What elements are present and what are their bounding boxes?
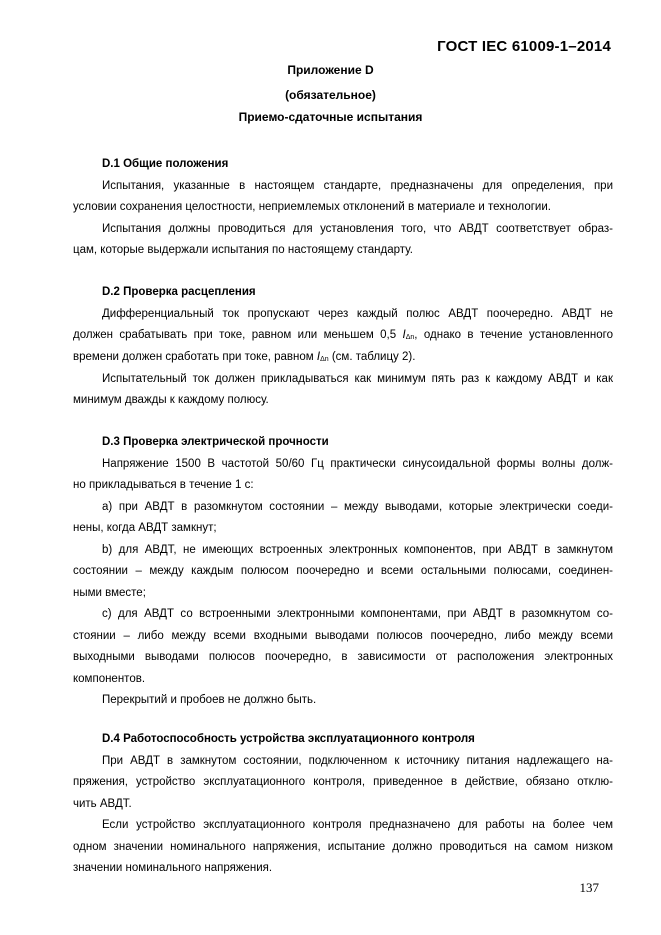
paragraph-line: компонентов. (73, 673, 146, 685)
section-heading-d3: D.3 Проверка электрической прочности (102, 436, 329, 448)
text-fragment: должен срабатывать при токе, равном или меньшем 0,5 (73, 329, 403, 341)
paragraph-line: Испытательный ток должен прикладываться как минимум пять раз к каждому АВДТ и как (102, 373, 613, 385)
section-heading-d2: D.2 Проверка расцепления (102, 286, 256, 298)
section-heading-d1: D.1 Общие положения (102, 158, 229, 170)
paragraph-line: нены, когда АВДТ замкнут; (73, 522, 217, 534)
text-fragment: (см. таблицу 2). (328, 351, 416, 363)
text-fragment: , однако в течение установленного (414, 329, 613, 341)
paragraph-line: b) для АВДТ, не имеющих встроенных электронных компонентов, при АВДТ в замкнутом (102, 544, 613, 556)
paragraph-line: ными вместе; (73, 587, 146, 599)
paragraph-line: пряжения, устройство эксплуатационного контроля, приведенное в действие, обязано отклю- (73, 776, 613, 788)
paragraph-line: c) для АВДТ со встроенными электронными компонентами, при АВДТ в разомкнутом со- (102, 608, 613, 620)
paragraph-line: одном значении номинального напряжения, испытание должно проводиться на самом низком (73, 841, 613, 853)
paragraph-line (73, 325, 613, 349)
appendix-status: (обязательное) (285, 88, 376, 102)
paragraph-line: Перекрытий и пробоев не должно быть. (102, 694, 317, 706)
paragraph-line: стоянии – либо между всеми входными выводами полюсов поочередно, либо между всеми (73, 630, 613, 642)
paragraph-line: состоянии – между каждым полюсом поочередно и всеми остальными полюсами, соединен- (73, 565, 613, 577)
paragraph-line: Если устройство эксплуатационного контроля предназначено для работы на более чем (102, 819, 613, 831)
standard-designation: ГОСТ IEC 61009-1–2014 (437, 38, 611, 55)
paragraph-line: Испытания, указанные в настоящем стандарте, предназначены для определения, при (102, 180, 613, 192)
paragraph-line: цам, которые выдержали испытания по настоящему стандарту. (73, 244, 413, 256)
paragraph-line: a) при АВДТ в разомкнутом состоянии – между выводами, которые электрически соеди- (102, 501, 613, 513)
page-number: 137 (579, 880, 599, 895)
appendix-name: Приемо-сдаточные испытания (238, 110, 423, 124)
current-symbol: I (316, 351, 321, 363)
section-heading-d4: D.4 Работоспособность устройства эксплуатационного контроля (102, 733, 475, 745)
appendix-title: Приложение D (287, 63, 374, 77)
paragraph-line: условии сохранения целостности, неприемлемых отклонений в материале и технологии. (73, 201, 551, 213)
current-symbol: I (402, 329, 406, 341)
paragraph-line (73, 347, 613, 371)
paragraph-line: Напряжение 1500 В частотой 50/60 Гц практически синусоидальной формы волны долж- (102, 458, 613, 470)
paragraph-line: Дифференциальный ток пропускают через каждый полюс АВДТ поочередно. АВДТ не (102, 308, 613, 320)
text-fragment: времени должен сработать при токе, равном (73, 351, 317, 363)
current-subscript: Δn (320, 356, 329, 363)
paragraph-line: выходными выводами полюсов поочередно, в зависимости от расположения электронных (73, 651, 613, 663)
current-subscript: Δn (405, 334, 415, 341)
paragraph-line: но прикладываться в течение 1 с: (73, 479, 254, 491)
paragraph-line: При АВДТ в замкнутом состоянии, подключенном к источнику питания надлежащего на- (102, 755, 613, 767)
paragraph-line: минимум дважды к каждому полюсу. (73, 394, 269, 406)
paragraph-line: чить АВДТ. (73, 798, 132, 810)
paragraph-line: Испытания должны проводиться для установления того, что АВДТ соответствует образ- (102, 223, 613, 235)
paragraph-line: значении номинального напряжения. (73, 862, 273, 874)
